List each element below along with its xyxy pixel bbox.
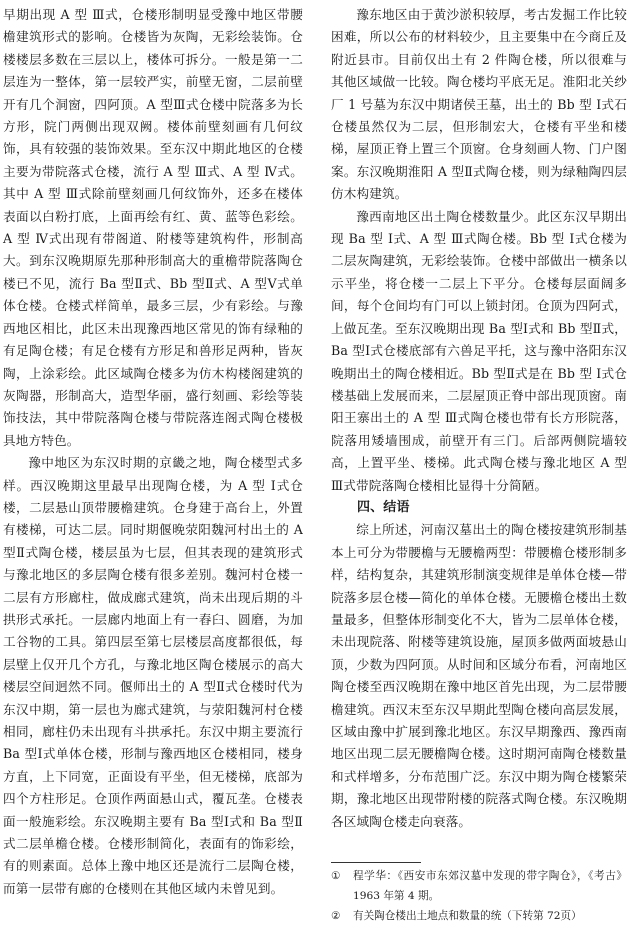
footnote-marker: ② <box>331 910 341 922</box>
footnote-item <box>331 906 627 926</box>
body-paragraph: 综上所述，河南汉墓出土的陶仓楼按建筑形制基本上可分为带腰檐与无腰檐两型：带腰檐仓楼形制多样，结构复杂，其建筑形制演变规律是单体仓楼—带院落多层仓楼—简化的单体仓楼。无腰檐仓楼出土数量最多，但整体形制变化不大，皆为二层单体仓楼，未出现院落、附楼等建筑设施，屋顶多做两面坡悬山顶，少数为四阿顶。从时间和区域分布看，河南地区陶仓楼至西汉晚期在豫中地区首先出现，为二层带腰檐建筑。西汉末至东汉早期此型陶仓楼向高层发展，区域由豫中扩展到豫北地区。东汉早期豫西、豫西南地区出现二层无腰檐陶仓楼。这时期河南陶仓楼数量和式样增多，分布范围广泛。东汉中期为陶仓楼繁荣期，豫北地区出现带附楼的院落式陶仓楼。东汉晚期各区域陶仓楼走向衰落。 <box>331 522 627 829</box>
body-paragraph: 早期出现 A 型 Ⅲ式，仓楼形制明显受豫中地区带腰檐建筑形式的影响。仓楼皆为灰陶，无彩绘装饰。仓楼楼层多数在三层以上，楼体可拆分。一般是第一二层连为一整体，第一层较严实，前壁无窗，二层前壁开有几个洞窗，四阿顶。A 型Ⅲ式仓楼中院落多为长方形，院门两侧出现双阙。楼体前壁刻画有几何纹饰，具有较强的装饰效果。至东汉中期此地区的仓楼主要为带院落式仓楼，流行 A 型 Ⅲ式、A 型 Ⅳ式。其中 A 型 Ⅲ式除前壁刻画几何纹饰外，还多在楼体表面以白粉打底，上面再绘有红、黄、蓝等色彩绘。A 型 Ⅳ式出现有带阁道、附楼等建筑构件，形制高大。到东汉晚期原先那种形制高大的重檐带院落陶仓楼已不见，流行 Ba 型Ⅱ式、Bb 型Ⅱ式、A 型Ⅴ式单体仓楼。仓楼式样简单，最多三层，少有彩绘。与豫西地区相比，此区未出现豫西地区常见的饰有绿釉的有足陶仓楼；有足仓楼有方形足和兽形足两种，皆灰陶，上涂彩绘。此区域陶仓楼多为仿木构楼阁建筑的灰陶器，形制高大，造型华丽，盛行刻画、彩绘等装饰技法，其中带院落陶仓楼与带院落连阁式陶仓楼极具地方特色。 <box>3 7 303 448</box>
footnote-divider <box>331 862 421 863</box>
footnote-text: 程学华：《西安市东郊汉墓中发现的带字陶仓》，《考古》1963 年第 4 期。 <box>353 870 627 902</box>
footnotes <box>331 866 627 926</box>
footnote-marker: ① <box>331 870 341 882</box>
footnote-text: 有关陶仓楼出土地点和数量的统（下转第 72页） <box>353 910 582 922</box>
body-paragraph: 豫中地区为东汉时期的京畿之地，陶仓楼型式多样。西汉晚期这里最早出现陶仓楼，为 A 型 Ⅰ式仓楼，二层悬山顶带腰檐建筑。仓身建于高台上，外置有楼梯，可达二层。同时期偃晚荥阳魏河村出土的 A 型Ⅱ式陶仓楼，楼层虽为七层，但其表现的建筑形式与豫北地区的多层陶仓楼有很多差别。魏河村仓楼一二层有方形廊柱，做成廊式建筑，尚未出现后期的斗拱形式承托。一层廊内地面上有一舂臼、圆磨，为加工谷物的工具。第四层至第七层楼层高度都很低，每层壁上仅开几个方孔，与豫北地区陶仓楼展示的高大楼层空间迥然不同。偃师出土的 A 型Ⅱ式仓楼时代为东汉中期，第一层也为廊式建筑，与荥阳魏河村仓楼相同，廊柱仍未出现有斗拱承托。东汉中期主要流行 Ba 型Ⅰ式单体仓楼，形制与豫西地区仓楼相同，楼身方直，上下同宽，正面设有平坐，但无楼梯，底部为四个方柱形足。仓顶作两面悬山式，覆瓦垄。仓楼表面一般施彩绘。东汉晚期主要有 Ba 型Ⅰ式和 Ba 型Ⅱ式二层单檐仓楼。仓楼形制简化，表面有的饰彩绘，有的则素面。总体上豫中地区还是流行二层陶仓楼，而第一层带有廊的仓楼则在其他区域内未曾见到。 <box>3 455 303 896</box>
body-paragraph: 豫西南地区出土陶仓楼数量少。此区东汉早期出现 Ba 型 Ⅰ式、A 型 Ⅲ式陶仓楼。Bb 型 Ⅰ式仓楼为二层灰陶建筑，无彩绘装饰。仓楼中部做出一横条以示平坐，将仓楼一二层上下平分。仓楼每层面阔多间，每个仓间均有门可以上锁封闭。仓顶为四阿式，上做瓦垄。至东汉晚期出现 Ba 型Ⅰ式和 Bb 型Ⅱ式，Ba 型Ⅰ式仓楼底部有六兽足平托，这与豫中洛阳东汉晚期出土的陶仓楼相近。Bb 型Ⅱ式是在 Bb 型 Ⅰ式仓楼基础上发展而来，二层屋顶正脊中部出现顶窗。南阳王寨出土的 A 型 Ⅲ式陶仓楼也带有长方形院落，院落用矮墙围成，前壁开有三门。后部两侧院墙较高，上置平坐、楼梯。此式陶仓楼与豫北地区 A 型 Ⅲ式带院落陶仓楼相比显得十分简陋。 <box>331 208 627 493</box>
left-column <box>3 4 303 900</box>
section-heading: 四、结语 <box>357 499 410 515</box>
right-column <box>331 4 627 833</box>
body-paragraph: 豫东地区由于黄沙淤积较厚，考古发掘工作比较困难，所以公布的材料较少，且主要集中在今商丘及附近县市。目前仅出土有 2 件陶仓楼，所以很难与其他区域做一比较。陶仓楼均平底无足。淮阳北关纱厂 1 号墓为东汉中期诸侯王墓，出土的 Bb 型 Ⅰ式石仓楼虽然仅为二层，但形制宏大，仓楼有平坐和楼梯，屋顶正脊上置三个顶窗。仓身刻画人物、门户图案。东汉晚期淮阳 A 型Ⅱ式陶仓楼，则为绿釉陶四层仿木构建筑。 <box>331 7 627 202</box>
footnote-item <box>331 866 627 906</box>
